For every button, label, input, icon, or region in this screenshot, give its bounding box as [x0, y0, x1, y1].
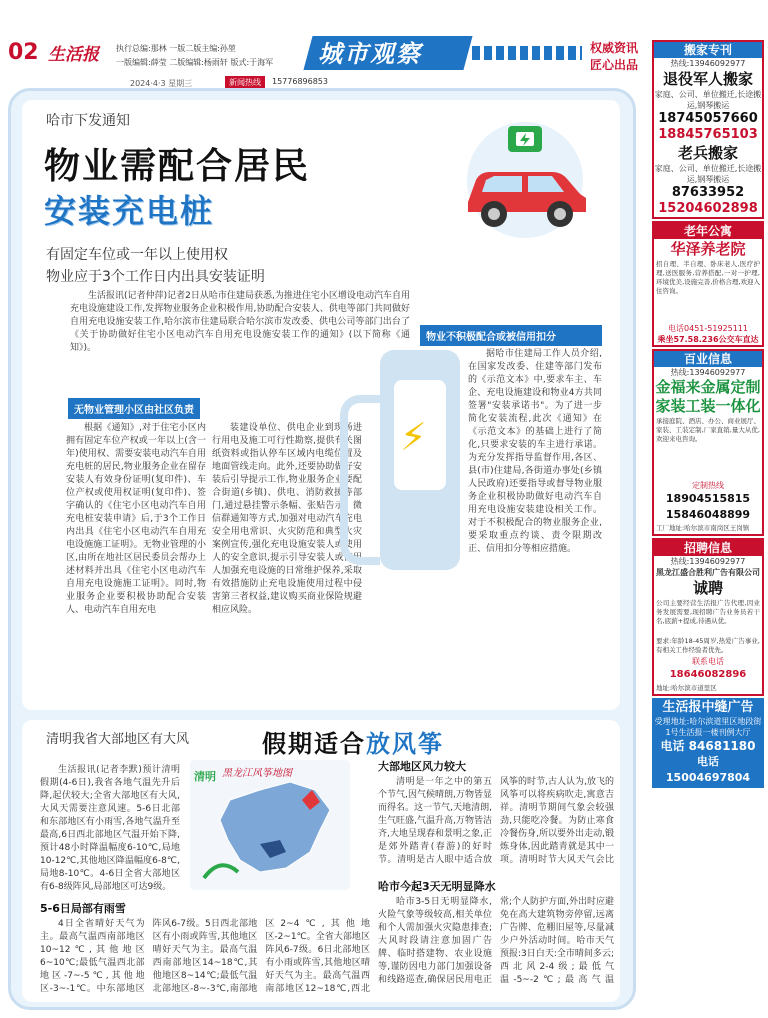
ad-business-hotline: 热线:13946092977 [670, 368, 746, 377]
section-title: 城市观察 [318, 40, 422, 68]
ad-business-title: 百业信息 [654, 351, 762, 367]
article2-sec2-text: 哈市3-5日无明显降水,火险气象等级较高,相关单位和个人需加强火灾隐患排查;大风时段请注意加固广告牌、临时搭建物、农业设施等,谨防因电力部门加强设备和线路巡查,确保居民用电正常;个人防护方面,外出时应避免在高大建筑物旁停留,远离广告牌、危棚旧屋等,尽量减少户外活动时间。哈市天气预报:3日白天:全市晴间多云;西北风2-4级;最低气温-5~-2℃;最高气温 [378, 897, 614, 985]
article1-intro [70, 290, 410, 374]
issue-date: 2024·4·3 星期三 [130, 79, 193, 88]
ad-moving-name2: 老兵搬家 [677, 144, 738, 162]
article2-sec3-text: 4日全省晴好天气为主。最高气温西南部地区10~12℃,其他地区6~10℃;最低气温西北部地区-7~-5℃,其他地区-3~-1℃。中东部地区阵风6-7级。5日西北部地区有小雨或阵雪,其他地区晴好天气为主。最高气温西南部地区14~18℃,其他地区8~14℃;最低气温北部地区-8~-3℃,南部地区2~4℃,其他地区-2~1℃。全省大部地区阵风6-7级。6日北部地区有小雨或阵雪,其他地区晴好天气为主。最高气温西南部地区12~18℃,西北 [40, 919, 370, 994]
ad-jobs-phone: 18646082896 [669, 669, 747, 680]
ad-business-phone1: 18904515815 [665, 492, 751, 505]
ad-classifieds-addr: 受理地址:哈尔滨道里区地段街1号生活报一楼刊例大厅 [654, 717, 762, 737]
ad-business [652, 349, 764, 536]
ad-moving-hotline: 热线:13946092977 [670, 59, 746, 68]
ad-elderly [652, 221, 764, 347]
ad-moving-line: 家庭、公司、单位搬迁,长途搬运,钢琴搬运 [654, 90, 762, 110]
header-slogan [590, 40, 650, 74]
article1-intro-text: 生活报讯(记者仲萍)记者2日从哈市住建局获悉,为推进住宅小区增设电动汽车自用充电设施建设工作,发挥物业服务企业积极作用,协助配合安装人、供电等部门共同做好自用充电设施安装工作,哈尔滨市住建局联合哈尔滨市发改委、供电公司等部门出台了《关于协助做好住宅小区电动汽车自用充电设施安装工作的通知》(以下简称《通知》)。 [70, 291, 410, 353]
ad-business-addr: 工厂地址:哈尔滨市南岗区王岗镇 [656, 524, 750, 532]
article1-col2-text: 装建设单位、供电企业到现场进行用电及施工可行性勘察,提供有关图纸资料或指认停车区域内电缆位置及地面管线走向。此外,还要协助做好安装后引导提示工作,物业服务企业要配合街道(乡镇)、供电、消防救援等部门,通过悬挂警示条幅、张贴告示、微信群通知等方式,加强对电动汽车充电安全用电常识、火灾防范和典型火灾案例宣传,强化充电设施安装人或使用人的安全意识,提示引导安装人或使用人加强充电设施的日常维护保养,采取有效措施防止充电设施使用过程中侵害第三者权益,建议购买商业保险规避相应风险。 [212, 423, 362, 615]
lightning-icon: ⚡ [400, 415, 427, 459]
ad-elderly-title: 老年公寓 [654, 223, 762, 239]
article2-intro [40, 764, 180, 894]
staff-line-1: 执行总编:那林 一版二版主编:孙堃 [116, 44, 236, 53]
ad-classifieds [652, 698, 764, 788]
qingming-label: 清明 [194, 770, 216, 783]
header-stripes [472, 46, 582, 60]
ad-jobs-text: 公司主要经营生活报广告代理,因业务发展需要,现招聘广告业务员若干名,底薪+提成,待遇从优。 [656, 599, 760, 625]
article1-section2-head: 物业不积极配合或被信用扣分 [420, 325, 602, 346]
ad-elderly-phone: 电话0451-51925111 [668, 324, 748, 333]
kite-map-label: 黑龙江风筝地图 [222, 768, 292, 779]
ad-elderly-name: 华泽养老院 [670, 240, 746, 258]
ad-classifieds-phone2: 电话 15004697804 [665, 755, 751, 784]
page-number: 02 [8, 40, 39, 65]
article1-title: 物业需配合居民 [44, 146, 311, 187]
ad-business-name: 金福来金属定制 家装工装一体化 [655, 378, 761, 415]
ad-jobs [652, 538, 764, 696]
ad-moving-title: 搬家专刊 [654, 42, 762, 58]
subtitle-line-1: 有固定车位或一年以上使用权 [46, 247, 228, 263]
article1-col1 [66, 422, 206, 702]
article2-title [262, 724, 444, 759]
ad-jobs-company: 黑龙江盛合胜利广告有限公司 [656, 568, 760, 577]
article2-sec3-head: 5-6日局部有雨雪 [40, 902, 126, 915]
article2-sec3 [40, 918, 370, 1000]
article2-sec1-text: 清明是一年之中的第五个节气,因气候晴朗,万物皆显而得名。这一节气,天地清朗,生气旺盛,气温升高,万物皆洁齐,大地呈现春和景明之象,正是郊外踏青(春游)的好时节。清明是古人眼中适合放风筝的时节,古人认为,放飞的风筝可以将疾病吹走,寓意吉祥。清明节期间气象会较强劲,只能吃冷餐。为防止寒食冷餐伤身,所以要外出走动,锻炼身体,因此踏青就是其中一项。清明时节大风天气会比 [378, 777, 614, 865]
article2-title-a: 假期适合 [262, 730, 366, 758]
ad-moving-phone4: 15204602898 [658, 201, 758, 216]
ad-business-hot: 定制热线 [692, 481, 724, 490]
ad-jobs-hot: 联系电话 [692, 657, 724, 666]
article1-col3 [468, 348, 602, 694]
ad-jobs-title: 招聘信息 [654, 540, 762, 556]
ad-moving-line2: 家庭、公司、单位搬迁,长途搬运,钢琴搬运 [654, 164, 762, 184]
subtitle-line-2: 物业应于3个工作日内出具安装证明 [46, 269, 265, 285]
article2-sec2 [378, 896, 614, 998]
ad-moving-phone1: 18745057660 [658, 111, 758, 126]
slogan-line-1: 权威资讯 [590, 41, 639, 55]
article2-intro-text: 生活报讯(记者李默)预计清明假期(4-6日),我省各地气温先升后降,起伏较大;全省大部地区有大风,大风天需要注意风速。5-6日北部和东部地区有小雨雪,各地气温升至最高,6日西北部地区气温开始下降,预计48小时降温幅度6-10℃,局地10-12℃,其他地区降温幅度6-8℃,局地8-10℃。4-6日全省大部地区有6-8级阵风,局部地区可达9级。 [40, 765, 180, 892]
article1-title-2: 安装充电桩 [44, 192, 215, 230]
ad-moving-name: 退役军人搬家 [662, 70, 753, 88]
staff-line-2: 一版编辑:薛莹 二版编辑:杨雨轩 版式:于海军 [116, 58, 274, 67]
ad-moving [652, 40, 764, 219]
ad-classifieds-title: 生活报中缝广告 [654, 700, 762, 716]
article1-kicker: 哈市下发通知 [46, 113, 130, 129]
ad-business-text: 承接庭院、酒店、办公、商业展厅、家装、工装定制,厂家直销,量大从优,欢迎来电咨询。 [656, 417, 760, 443]
ad-jobs-addr: 地址:哈尔滨市道里区 [656, 684, 717, 692]
charger-cable [340, 395, 380, 565]
article2-title-b: 放风筝 [366, 730, 444, 758]
ad-jobs-req: 要求:年龄18-45周岁,热爱广告事业,有相关工作经验者优先。 [656, 637, 760, 654]
article2-sec1 [378, 776, 614, 868]
staff-credits [116, 42, 316, 70]
article2-sec1-head: 大部地区风力较大 [378, 760, 466, 773]
ad-jobs-hotline: 热线:13946092977 [670, 557, 746, 566]
sidebar-ads [652, 40, 764, 790]
article2-sec2-head: 哈市今起3天无明显降水 [378, 880, 496, 893]
hotline-number: 15776896853 [272, 77, 328, 86]
ad-jobs-name: 诚聘 [692, 579, 723, 597]
ad-elderly-text: 招自理、半自理、卧床老人,医疗护理,送医服务,营养搭配,一对一护理,环境优美,设施完善,价格合理,欢迎入住咨询。 [656, 260, 760, 295]
article1-col3-text: 据哈市住建局工作人员介绍,在国家发改委、住建等部门发布的《示范文本》中,要求车主、车企、充电设施建设和物业4方共同签署"安装承诺书"。为了进一步简化安装流程,此次《通知》在《示范文本》的基础上进行了简化,只要求安装的车主进行承诺。为充分发挥指导监督作用,各区、县(市)住建局,各街道办事处(乡镇人民政府)还要指导或督导物业服务企业积极协助做好电动汽车自用充电设施安装建设相关工作。对于不积极配合的物业服务企业,要采取重点约谈、责令限期改正、信用扣分等相应措施。 [468, 349, 602, 554]
ev-car-icon [440, 120, 610, 240]
ev-car-illustration [440, 120, 610, 240]
article2-kicker: 清明我省大部地区有大风 [46, 732, 190, 747]
ad-classifieds-phone1: 电话 84681180 [660, 739, 756, 753]
slogan-line-2: 匠心出品 [590, 58, 639, 72]
hotline-label: 新闻热线 [225, 76, 265, 89]
ad-moving-phone3: 87633952 [671, 185, 745, 200]
newspaper-logo: 生活报 [48, 45, 99, 65]
article1-section1-head: 无物业管理小区由社区负责 [68, 398, 200, 419]
article1-subtitle [46, 244, 406, 288]
ad-business-phone2: 15846048899 [665, 508, 751, 521]
article1-col1-text: 根据《通知》,对于住宅小区内拥有固定车位产权或一年以上(含一年)使用权、需要安装电动汽车自用充电桩的居民,物业服务企业在留存安装人有效身份证明(复印件)、车位产权或使用权证明(复印件)、签字确认的《住宅小区电动汽车自用充电桩安装申请》后,于3个工作日内出具《住宅小区电动汽车自用充电设施施工证明》。无物业管理的小区,由所在地社区居民委员会帮办上述材料并出具《住宅小区电动汽车自用充电设施施工证明》。同时,物业服务企业要积极协助配合安装人、电动汽车自用充电 [66, 423, 206, 615]
ad-moving-phone2: 18845765103 [658, 127, 758, 142]
ad-elderly-bus: 乘坐57.58.236公交车直达 [657, 335, 759, 344]
